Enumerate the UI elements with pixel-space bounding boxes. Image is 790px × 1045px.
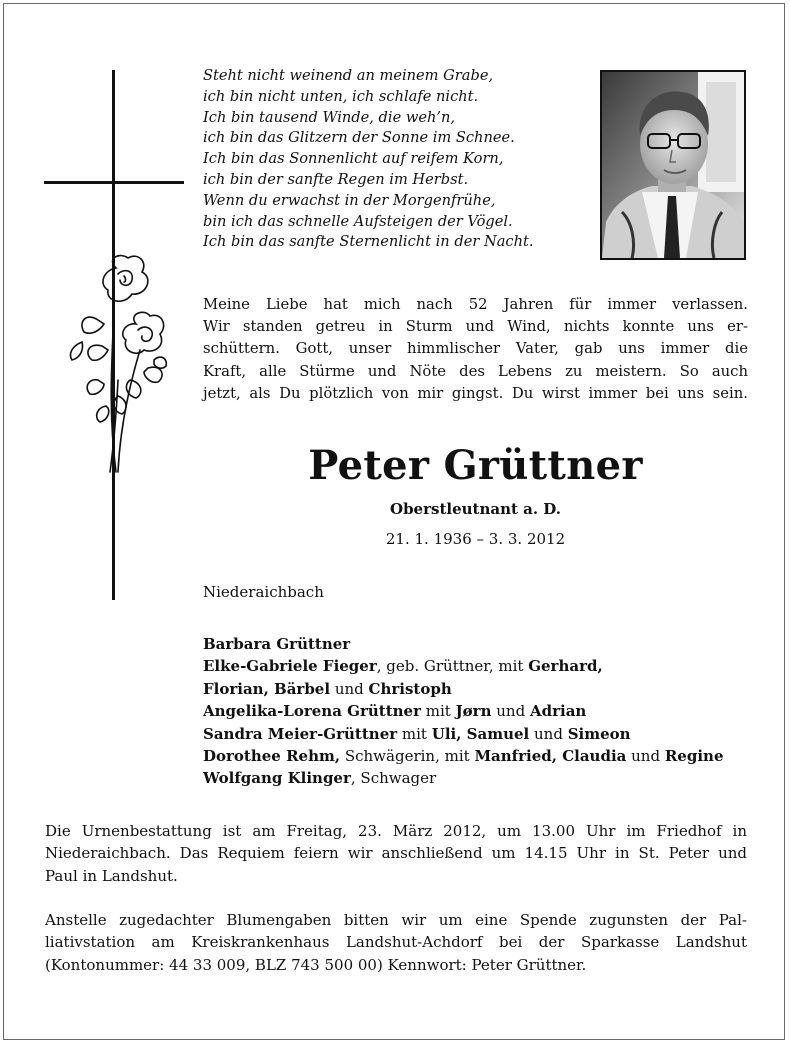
funeral-notice — [45, 820, 747, 887]
mourner-relation: und — [491, 702, 530, 721]
portrait-photo — [600, 70, 746, 260]
mourner-name: Uli, Samuel — [431, 724, 530, 743]
donation-line: (Kontonummer: 44 33 009, BLZ 743 500 00) Kennwort: Peter Grüttner. — [45, 955, 587, 974]
mourner-name: Sandra Meier-Grüttner — [203, 724, 398, 743]
mourner-relation: Schwägerin, mit — [340, 747, 475, 766]
mourners-list — [203, 633, 763, 790]
portrait-image — [602, 72, 744, 258]
donation-notice — [45, 909, 747, 976]
place-name: Niederaichbach — [203, 583, 324, 601]
mourner-name: Dorothee Rehm, — [203, 747, 341, 766]
intro-line: Kraft, alle Stürme und Nöte des Lebens zu meistern. So auch — [203, 362, 748, 380]
mourner-line — [203, 767, 763, 789]
mourner-relation: , Schwager — [350, 769, 437, 788]
mourner-name: Manfried, Claudia — [474, 747, 627, 766]
intro-line: Wir standen getreu in Sturm und Wind, nichts konnte uns er- — [203, 318, 748, 336]
poem-line: Wenn du erwachst in der Morgenfrühe, — [203, 191, 496, 209]
mourner-name: Jørn — [455, 702, 492, 721]
intro-paragraph — [203, 294, 748, 405]
poem-line: ich bin der sanfte Regen im Herbst. — [203, 170, 469, 188]
mourner-name: Angelika-Lorena Grüttner — [203, 702, 421, 721]
mourner-line — [203, 633, 763, 655]
memorial-poem — [203, 66, 603, 253]
mourner-name: Florian, Bärbel — [203, 679, 331, 698]
donation-line: Anstelle zugedachter Blumengaben bitten wir um eine Spende zugunsten der Pal- — [45, 911, 747, 929]
mourner-line — [203, 700, 763, 722]
deceased-rank: Oberstleutnant a. D. — [390, 500, 561, 518]
poem-line: ich bin das Glitzern der Sonne im Schnee. — [203, 129, 515, 147]
mourner-name: Wolfgang Klinger — [203, 769, 351, 788]
mourner-line — [203, 678, 763, 700]
intro-line: schüttern. Gott, unser himmlischer Vater, gab uns immer die — [203, 340, 748, 358]
mourner-name: Barbara Grüttner — [203, 635, 351, 653]
mourner-relation: mit — [397, 724, 432, 743]
poem-line: Ich bin tausend Winde, die weh’n, — [203, 108, 456, 126]
donation-line: liativstation am Kreiskrankenhaus Landshut-Achdorf bei der Sparkasse Landshut — [45, 933, 747, 952]
mourner-relation: und — [626, 747, 665, 766]
poem-line: Steht nicht weinend an meinem Grabe, — [203, 67, 494, 84]
life-dates: 21. 1. 1936 – 3. 3. 2012 — [385, 530, 566, 548]
intro-line: jetzt, als Du plötzlich von mir gingst. Du wirst immer bei uns sein. — [203, 384, 748, 402]
funeral-line: Paul in Landshut. — [45, 866, 178, 885]
deceased-name: Peter Grüttner — [308, 442, 643, 489]
mourner-relation: , geb. Grüttner, mit — [376, 657, 529, 676]
poem-line: Ich bin das Sonnenlicht auf reifem Korn, — [203, 150, 504, 168]
mourner-relation: und — [330, 679, 369, 698]
mourner-name: Adrian — [529, 702, 587, 721]
mourner-name: Gerhard, — [528, 657, 603, 676]
poem-line: ich bin nicht unten, ich schlafe nicht. — [203, 87, 479, 105]
mourner-relation: und — [529, 724, 568, 743]
funeral-line: Niederaichbach. Das Requiem feiern wir anschließend um 14.15 Uhr in St. Peter und — [45, 844, 747, 863]
mourner-name: Elke-Gabriele Fieger — [203, 657, 377, 676]
mourner-name: Christoph — [368, 679, 452, 698]
mourner-name: Simeon — [567, 724, 631, 743]
cross-icon-horizontal — [44, 181, 184, 184]
poem-line: bin ich das schnelle Aufsteigen der Vögel. — [203, 212, 513, 230]
mourner-relation: mit — [420, 702, 456, 721]
mourner-name: Regine — [664, 747, 724, 766]
intro-line: Meine Liebe hat mich nach 52 Jahren für immer verlassen. — [203, 296, 748, 313]
mourner-line — [203, 723, 763, 745]
mourner-line — [203, 655, 763, 677]
funeral-line: Die Urnenbestattung ist am Freitag, 23. März 2012, um 13.00 Uhr im Friedhof in — [45, 822, 747, 840]
poem-line: Ich bin das sanfte Sternenlicht in der Nacht. — [203, 233, 534, 251]
rose-icon — [58, 250, 173, 480]
mourner-line — [203, 745, 763, 767]
